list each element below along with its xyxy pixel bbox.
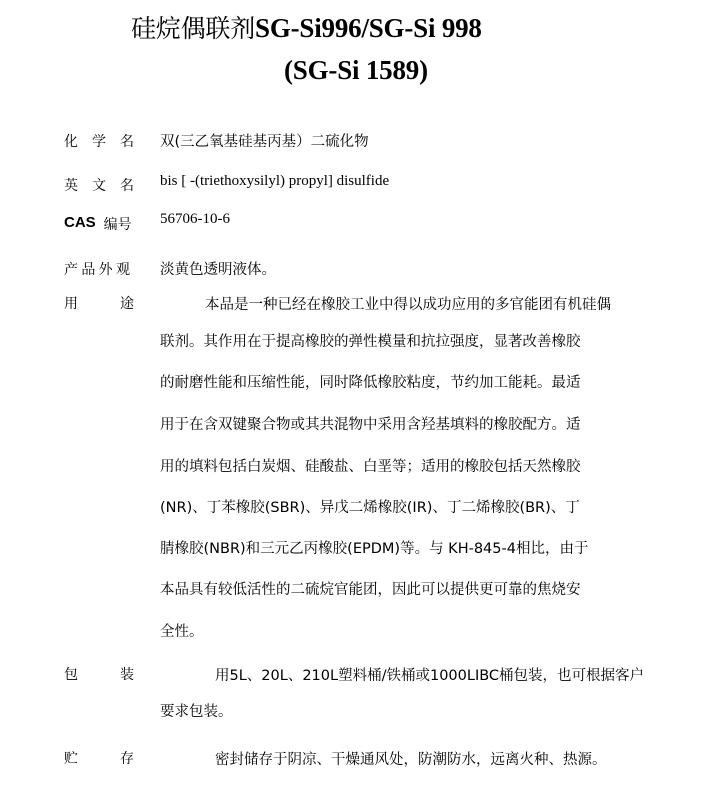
usage-line: 联剂。其作用在于提高橡胶的弹性模量和抗拉强度，显著改善橡胶 (160, 334, 581, 350)
page-subtitle (284, 55, 428, 86)
usage-line: 全性。 (160, 624, 204, 640)
title-chinese: 硅烷偶联剂 (131, 14, 256, 43)
appearance-value: 淡黄色透明液体。 (160, 262, 276, 278)
usage-line: 本品是一种已经在橡胶工业中得以成功应用的多官能团有机硅偶 (205, 297, 611, 313)
storage-line: 密封储存于阴凉、干燥通风处，防潮防水，远离火种、热源。 (215, 752, 607, 768)
chem-name-label: 化 学 名 (64, 134, 134, 150)
page-title (131, 9, 482, 45)
en-name-label: 英 文 名 (64, 178, 134, 194)
storage-label: 贮 存 (64, 751, 134, 767)
chem-name-value: 双(三乙氧基硅基丙基）二硫化物 (160, 134, 369, 150)
usage-line: 用于在含双键聚合物或其共混物中采用含羟基填料的橡胶配方。适 (160, 417, 581, 433)
title-model-codes: SG-Si996/SG-Si 998 (255, 13, 482, 43)
packaging-line: 用5L、20L、210L塑料桶/铁桶或1000LIBC桶包装，也可根据客户 (215, 668, 645, 684)
en-name-value: bis [ -(triethoxysilyl) propyl] disulfide (160, 173, 390, 189)
usage-line: 腈橡胶(NBR)和三元乙丙橡胶(EPDM)等。与 KH-845-4相比，由于 (160, 541, 589, 557)
cas-value: 56706-10-6 (160, 211, 230, 227)
title-alt-model-code: (SG-Si 1589) (284, 55, 428, 85)
usage-label: 用 途 (64, 296, 134, 312)
usage-line: 用的填料包括白炭烟、硅酸盐、白垩等；适用的橡胶包括天然橡胶 (160, 459, 581, 475)
appearance-label: 产 品 外 观 (64, 262, 130, 278)
packaging-line: 要求包装。 (160, 704, 233, 720)
packaging-label: 包 装 (64, 667, 134, 683)
usage-line: 的耐磨性能和压缩性能，同时降低橡胶粘度，节约加工能耗。最适 (160, 375, 581, 391)
cas-label: CAS 编号 (64, 214, 132, 233)
usage-line: (NR)、丁苯橡胶(SBR)、异戊二烯橡胶(IR)、丁二烯橡胶(BR)、丁 (160, 500, 580, 516)
usage-line: 本品具有较低活性的二硫烷官能团，因此可以提供更可靠的焦烧安 (160, 582, 581, 598)
